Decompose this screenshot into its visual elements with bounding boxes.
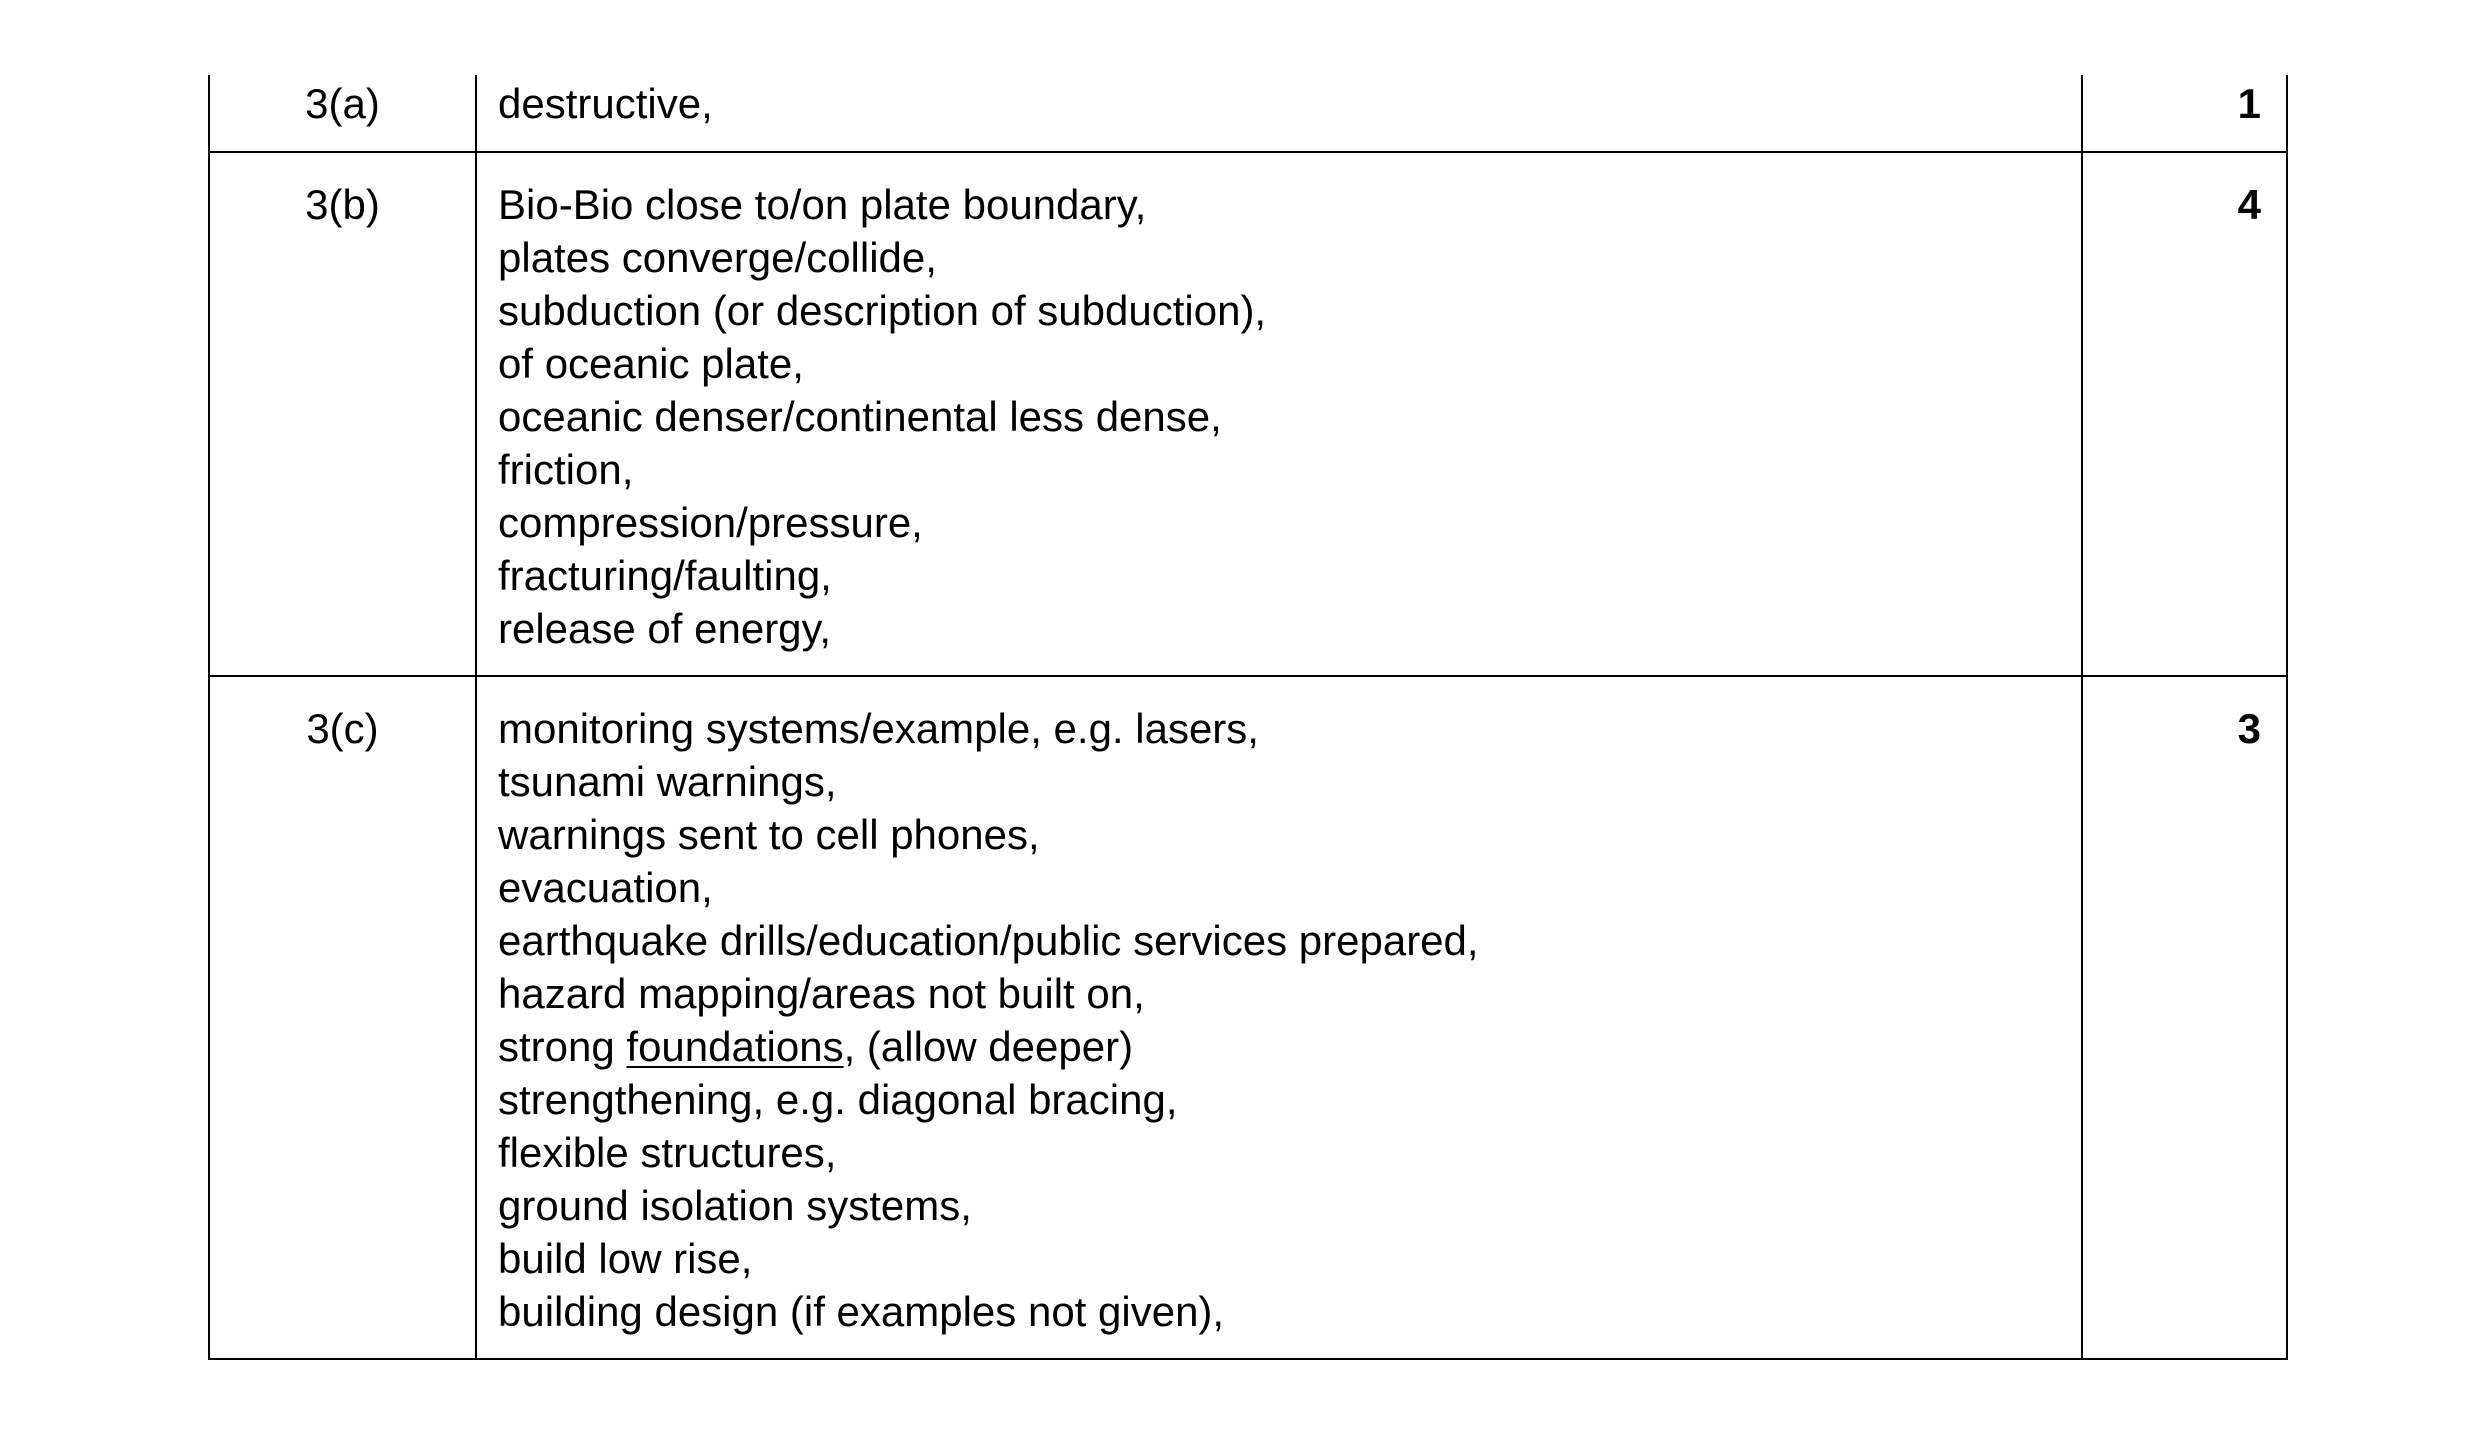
answer-cell — [476, 75, 2082, 152]
answer-cell — [476, 152, 2082, 676]
marks-value: 4 — [2237, 181, 2261, 228]
question-number: 3(a) — [305, 80, 380, 127]
question-number-cell — [209, 676, 476, 1359]
table-row — [209, 75, 2287, 152]
marks-value: 3 — [2237, 705, 2261, 752]
answer-line: flexible structures, — [498, 1129, 837, 1176]
answer-line: Bio-Bio close to/on plate boundary, — [498, 181, 1147, 228]
answer-line: destructive, — [498, 80, 713, 127]
answer-text: strong — [498, 1023, 627, 1070]
answer-line-foundations — [498, 1020, 2081, 1073]
answer-line: subduction (or description of subduction), — [498, 287, 1267, 334]
answer-cell — [476, 676, 2082, 1359]
question-number-cell — [209, 75, 476, 152]
table-row — [209, 676, 2287, 1359]
answer-line: earthquake drills/education/public services prepared, — [498, 917, 1479, 964]
underlined-keyword: foundations — [626, 1023, 844, 1070]
answer-line: building design (if examples not given), — [498, 1288, 1225, 1335]
answer-line: evacuation, — [498, 864, 713, 911]
answer-line: plates converge/collide, — [498, 234, 937, 281]
answer-line: hazard mapping/areas not built on, — [498, 970, 1145, 1017]
marks-cell — [2082, 152, 2287, 676]
answer-line: tsunami warnings, — [498, 758, 837, 805]
answer-line: warnings sent to cell phones, — [498, 811, 1040, 858]
answer-line: compression/pressure, — [498, 499, 923, 546]
answer-line: friction, — [498, 446, 634, 493]
marks-cell — [2082, 676, 2287, 1359]
marks-value: 1 — [2237, 80, 2261, 127]
table-row — [209, 152, 2287, 676]
marks-cell — [2082, 75, 2287, 152]
answer-line: build low rise, — [498, 1235, 753, 1282]
mark-scheme-table — [208, 75, 2288, 1360]
answer-line: monitoring systems/example, e.g. lasers, — [498, 705, 1259, 752]
answer-line: of oceanic plate, — [498, 340, 804, 387]
question-number: 3(c) — [306, 705, 379, 752]
answer-line: ground isolation systems, — [498, 1182, 972, 1229]
answer-line: strengthening, e.g. diagonal bracing, — [498, 1076, 1178, 1123]
answer-line: fracturing/faulting, — [498, 552, 832, 599]
question-number-cell — [209, 152, 476, 676]
question-number: 3(b) — [305, 181, 380, 228]
answer-text: , (allow deeper) — [843, 1023, 1134, 1070]
answer-line: release of energy, — [498, 605, 832, 652]
answer-line: oceanic denser/continental less dense, — [498, 393, 1222, 440]
